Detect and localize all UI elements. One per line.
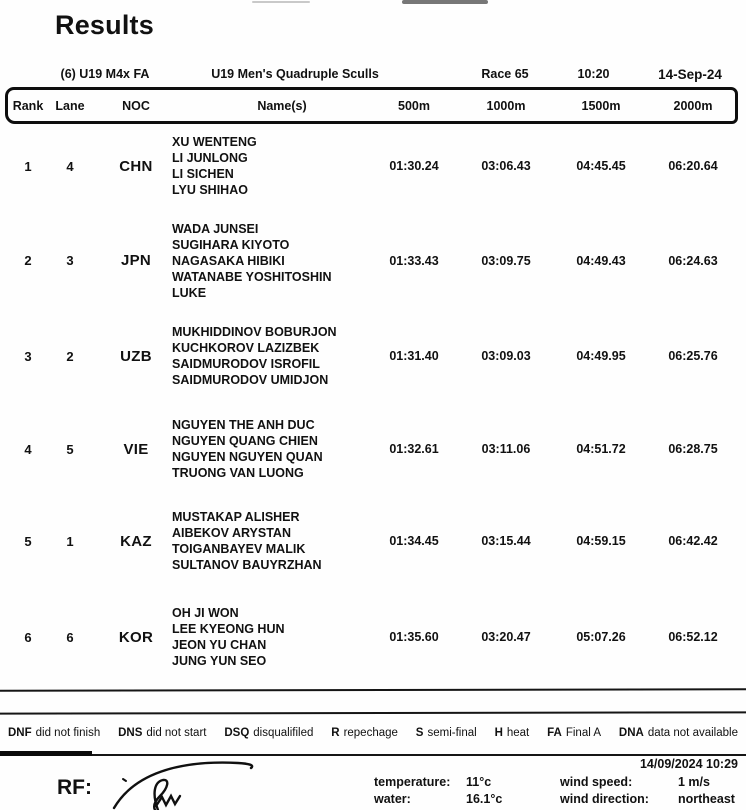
legend-code: R [331,727,340,739]
legend-label: repechage [343,727,398,739]
race-meta [0,64,746,84]
split-1500m: 04:49.43 [576,253,626,268]
legend-label: heat [506,727,530,739]
crew-member-name: SULTANOV BAUYRZHAN [172,558,322,572]
split-500m: 01:30.24 [389,159,439,173]
column-header-1500m: 1500m [581,98,621,113]
table-row [0,211,746,310]
crew-member-name: TRUONG VAN LUONG [172,466,304,480]
finish-time-2000m: 06:24.63 [668,253,718,268]
legend [8,721,738,745]
column-header-lane: Lane [55,98,85,113]
crew-member-name: TOIGANBAYEV MALIK [172,542,306,556]
lane-cell: 1 [66,533,74,549]
event-code: (6) U19 M4x FA [60,67,150,81]
scan-artifact [0,751,92,756]
split-1000m: 03:09.03 [481,349,531,363]
split-500m: 01:32.61 [389,442,439,456]
legend-code: DNA [618,727,644,739]
split-500m: 01:31.40 [389,349,439,363]
crew-names [172,499,392,583]
crew-member-name: SAIDMURODOV UMIDJON [172,373,329,387]
crew-member-name: JUNG YUN SEO [172,654,267,668]
noc-cell: KOR [118,628,154,646]
legend-code: S [415,727,424,739]
race-number: Race 65 [481,67,529,81]
wind-direction-label: wind direction: [560,792,649,806]
column-header-rank: Rank [12,98,44,113]
finish-time-2000m: 06:25.76 [668,349,718,363]
crew-member-name: KUCHKOROV LAZIZBEK [172,341,320,355]
table-row [0,124,746,208]
legend-label: did not start [146,727,207,739]
legend-item [331,727,398,739]
legend-label: did not finish [35,727,101,739]
crew-names [172,314,392,398]
event-name: U19 Men's Quadruple Sculls [211,67,379,81]
finish-time-2000m: 06:42.42 [668,534,718,548]
lane-cell: 2 [66,348,74,364]
race-date: 14-Sep-24 [658,66,722,82]
split-500m: 01:34.45 [389,534,439,548]
column-header-500m: 500m [398,98,430,113]
rank-cell: 3 [24,348,32,364]
crew-member-name: NGUYEN QUANG CHIEN [172,434,318,448]
split-1000m: 03:06.43 [481,159,531,173]
crew-member-name: JEON YU CHAN [172,638,267,652]
column-header-noc: NOC [122,98,150,113]
signature [100,756,265,810]
legend-item [224,727,313,739]
scan-artifact [252,1,310,3]
water-value: 16.1°c [466,792,503,806]
lane-cell: 3 [66,253,74,268]
crew-member-name: NAGASAKA HIBIKI [172,253,285,268]
legend-top-rule [0,711,746,714]
wind-speed-label: wind speed: [560,775,633,789]
crew-names [172,407,392,491]
split-500m: 01:35.60 [389,630,439,644]
wind-direction-value: northeast [678,792,735,806]
split-1500m: 04:45.45 [576,159,626,173]
finish-time-2000m: 06:52.12 [668,630,718,644]
noc-cell: VIE [123,440,149,458]
split-1500m: 05:07.26 [576,630,626,644]
split-1000m: 03:11.06 [481,442,531,456]
column-header-2000m: 2000m [673,98,713,113]
column-header-1000m: 1000m [486,98,526,113]
table-bottom-rule [0,688,746,692]
rank-cell: 6 [24,629,32,645]
legend-item [619,727,738,739]
split-1500m: 04:49.95 [576,349,626,363]
crew-names [172,211,392,310]
crew-member-name: XU WENTENG [172,135,257,149]
finish-time-2000m: 06:28.75 [668,442,718,456]
legend-item [547,727,601,739]
column-header-names: Name(s) [257,98,307,113]
split-1000m: 03:09.75 [481,253,531,268]
table-row [0,314,746,398]
table-row [0,499,746,583]
legend-item [495,727,530,739]
lane-cell: 4 [66,158,74,174]
crew-member-name: NGUYEN NGUYEN QUAN [172,450,323,464]
split-1000m: 03:15.44 [481,534,531,548]
legend-item [118,727,206,739]
rank-cell: 2 [24,253,32,268]
split-1000m: 03:20.47 [481,630,531,644]
crew-member-name: SUGIHARA KIYOTO [172,237,290,252]
legend-code: DNF [8,727,32,739]
water-label: water: [374,792,411,806]
noc-cell: JPN [120,252,152,269]
temperature-label: temperature: [374,775,451,789]
rank-cell: 5 [24,533,32,549]
crew-member-name: LYU SHIHAO [172,183,248,197]
crew-member-name: LEE KYEONG HUN [172,622,285,636]
legend-label: disqualifiled [253,727,314,739]
race-time: 10:20 [577,67,610,81]
crew-names [172,595,392,679]
crew-member-name: LI SICHEN [172,167,234,181]
crew-member-name: WATANABE YOSHITOSHIN [172,269,332,284]
table-row [0,407,746,491]
legend-label: Final A [565,727,602,739]
legend-code: FA [547,727,562,739]
noc-cell: UZB [120,347,152,365]
crew-member-name: LI JUNLONG [172,151,248,165]
crew-member-name: WADA JUNSEI [172,221,259,236]
crew-member-name: OH JI WON [172,606,239,620]
scan-artifact [402,0,488,4]
legend-item [8,727,100,739]
report-timestamp: 14/09/2024 10:29 [639,757,738,771]
finish-time-2000m: 06:20.64 [668,159,718,173]
legend-label: semi-final [427,727,477,739]
crew-member-name: LUKE [172,285,207,300]
legend-code: H [494,727,503,739]
wind-speed-value: 1 m/s [678,775,710,789]
crew-member-name: NGUYEN THE ANH DUC [172,418,315,432]
lane-cell: 5 [66,441,74,457]
legend-code: DNS [118,727,143,739]
split-500m: 01:33.43 [389,253,439,268]
noc-cell: CHN [119,157,153,175]
noc-cell: KAZ [120,532,152,550]
crew-member-name: SAIDMURODOV ISROFIL [172,357,320,371]
split-1500m: 04:51.72 [576,442,626,456]
table-row [0,595,746,679]
rf-label: RF: [57,776,92,799]
crew-member-name: MUSTAKAP ALISHER [172,510,300,524]
legend-item [416,727,477,739]
crew-member-name: MUKHIDDINOV BOBURJON [172,325,337,339]
crew-member-name: AIBEKOV ARYSTAN [172,526,291,540]
rank-cell: 1 [24,158,32,174]
crew-names [172,124,392,208]
page-title: Results [55,10,154,40]
rank-cell: 4 [24,441,32,457]
split-1500m: 04:59.15 [576,534,626,548]
legend-label: data not available [647,727,738,739]
legend-code: DSQ [224,727,250,739]
temperature-value: 11°c [466,775,492,789]
lane-cell: 6 [66,629,74,645]
